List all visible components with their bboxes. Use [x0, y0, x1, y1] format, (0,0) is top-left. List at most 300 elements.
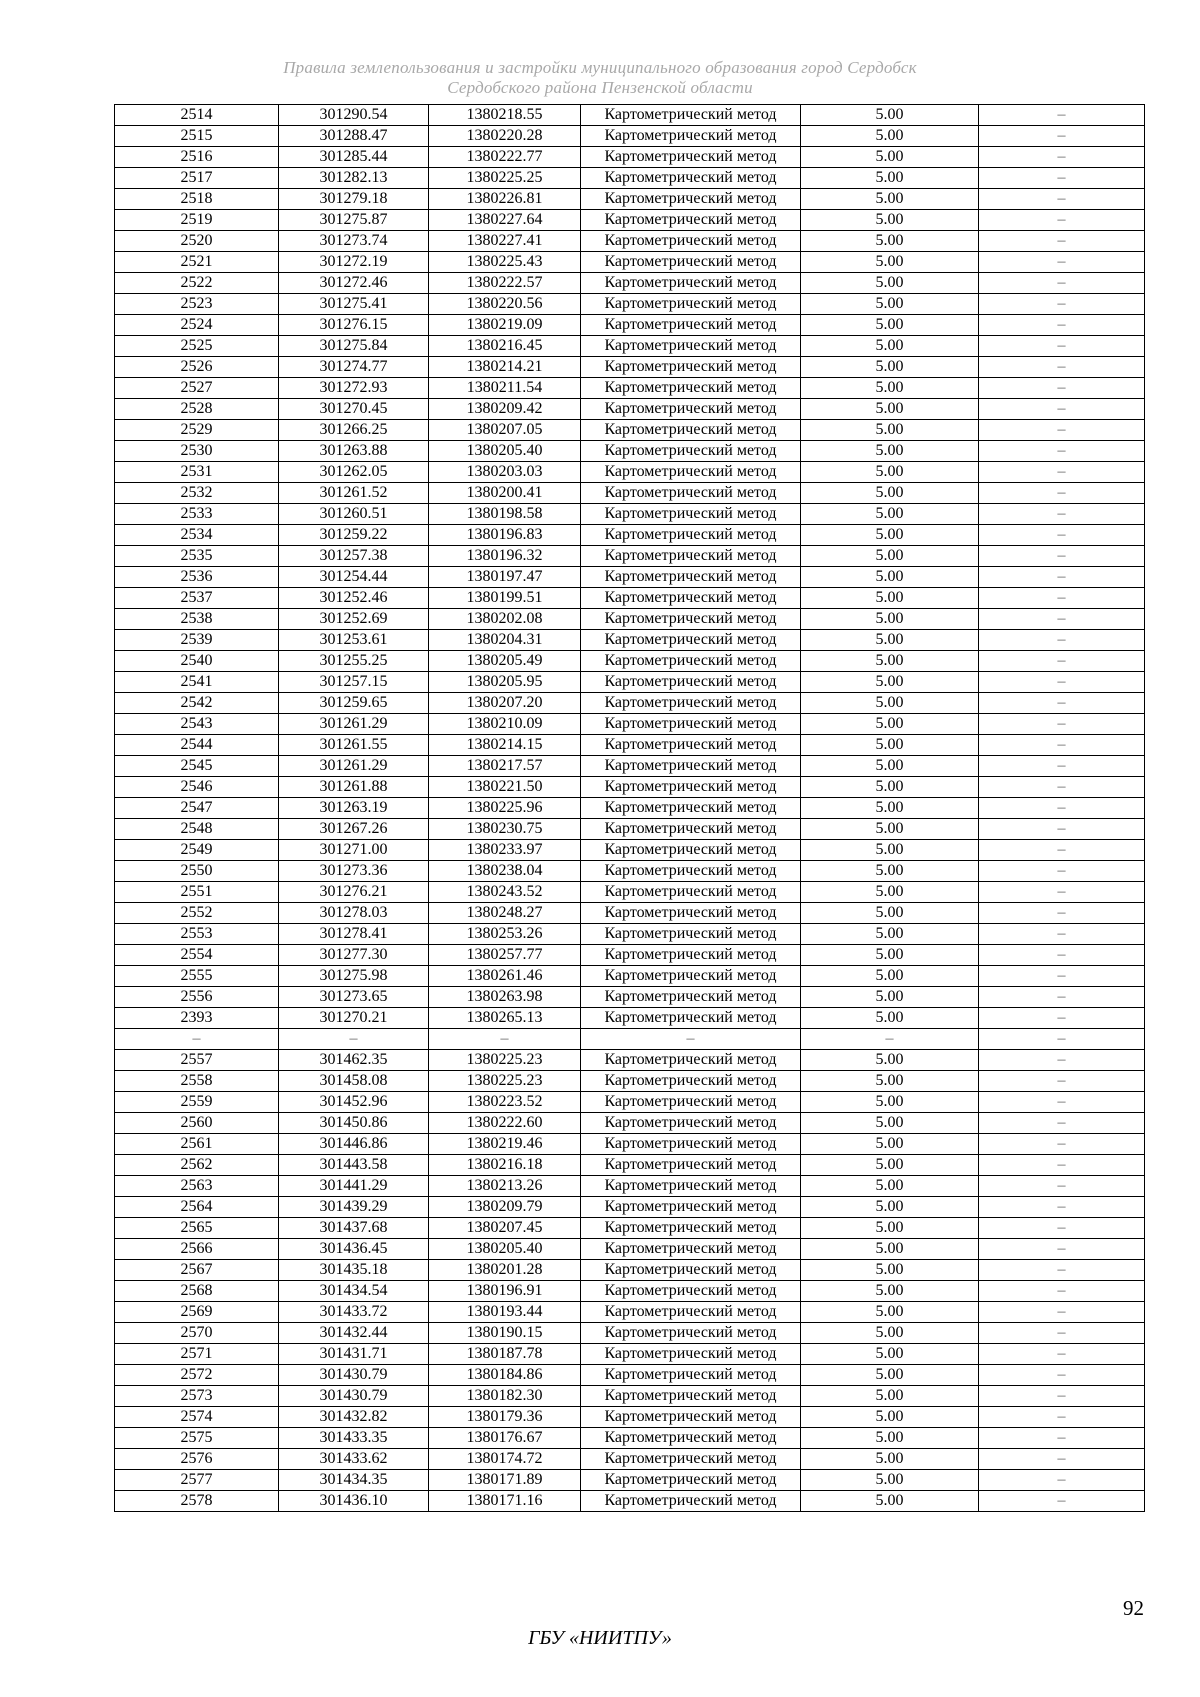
method-cell: Картометрический метод: [581, 105, 801, 126]
y-coordinate-cell: 1380222.77: [429, 147, 581, 168]
point-number-cell: 2520: [115, 231, 279, 252]
note-cell: –: [979, 1407, 1145, 1428]
table-row: [115, 861, 1145, 882]
note-cell: –: [979, 903, 1145, 924]
note-cell: –: [979, 1260, 1145, 1281]
header-line-2: Сердобского района Пензенской области: [447, 78, 753, 97]
x-coordinate-cell: 301285.44: [279, 147, 429, 168]
point-number-cell: 2521: [115, 252, 279, 273]
y-coordinate-cell: 1380197.47: [429, 567, 581, 588]
accuracy-cell: 5.00: [801, 987, 979, 1008]
accuracy-cell: 5.00: [801, 861, 979, 882]
x-coordinate-cell: 301279.18: [279, 189, 429, 210]
accuracy-cell: 5.00: [801, 588, 979, 609]
note-cell: –: [979, 1449, 1145, 1470]
y-coordinate-cell: 1380253.26: [429, 924, 581, 945]
x-coordinate-cell: 301443.58: [279, 1155, 429, 1176]
note-cell: –: [979, 126, 1145, 147]
y-coordinate-cell: 1380210.09: [429, 714, 581, 735]
table-row: [115, 840, 1145, 861]
table-row: [115, 462, 1145, 483]
accuracy-cell: 5.00: [801, 357, 979, 378]
note-cell: –: [979, 630, 1145, 651]
method-cell: Картометрический метод: [581, 966, 801, 987]
method-cell: Картометрический метод: [581, 315, 801, 336]
x-coordinate-cell: 301437.68: [279, 1218, 429, 1239]
method-cell: Картометрический метод: [581, 651, 801, 672]
accuracy-cell: 5.00: [801, 1050, 979, 1071]
point-number-cell: 2537: [115, 588, 279, 609]
accuracy-cell: 5.00: [801, 210, 979, 231]
x-coordinate-cell: 301278.03: [279, 903, 429, 924]
point-number-cell: 2541: [115, 672, 279, 693]
method-cell: Картометрический метод: [581, 1239, 801, 1260]
point-number-cell: 2545: [115, 756, 279, 777]
y-coordinate-cell: 1380179.36: [429, 1407, 581, 1428]
y-coordinate-cell: 1380226.81: [429, 189, 581, 210]
point-number-cell: 2557: [115, 1050, 279, 1071]
point-number-cell: 2558: [115, 1071, 279, 1092]
table-row: [115, 1050, 1145, 1071]
method-cell: Картометрический метод: [581, 462, 801, 483]
accuracy-cell: 5.00: [801, 294, 979, 315]
y-coordinate-cell: –: [429, 1029, 581, 1050]
y-coordinate-cell: 1380263.98: [429, 987, 581, 1008]
note-cell: –: [979, 1071, 1145, 1092]
point-number-cell: 2562: [115, 1155, 279, 1176]
x-coordinate-cell: 301261.55: [279, 735, 429, 756]
note-cell: –: [979, 756, 1145, 777]
y-coordinate-cell: 1380171.89: [429, 1470, 581, 1491]
y-coordinate-cell: 1380225.96: [429, 798, 581, 819]
method-cell: Картометрический метод: [581, 1281, 801, 1302]
accuracy-cell: 5.00: [801, 1449, 979, 1470]
table-row: [115, 672, 1145, 693]
point-number-cell: 2528: [115, 399, 279, 420]
note-cell: –: [979, 504, 1145, 525]
note-cell: –: [979, 567, 1145, 588]
method-cell: Картометрический метод: [581, 294, 801, 315]
method-cell: Картометрический метод: [581, 903, 801, 924]
point-number-cell: 2532: [115, 483, 279, 504]
method-cell: Картометрический метод: [581, 378, 801, 399]
point-number-cell: 2544: [115, 735, 279, 756]
point-number-cell: 2572: [115, 1365, 279, 1386]
table-row: [115, 252, 1145, 273]
x-coordinate-cell: 301452.96: [279, 1092, 429, 1113]
y-coordinate-cell: 1380199.51: [429, 588, 581, 609]
x-coordinate-cell: 301278.41: [279, 924, 429, 945]
note-cell: –: [979, 168, 1145, 189]
x-coordinate-cell: 301257.15: [279, 672, 429, 693]
x-coordinate-cell: 301272.93: [279, 378, 429, 399]
point-number-cell: 2530: [115, 441, 279, 462]
note-cell: –: [979, 651, 1145, 672]
accuracy-cell: 5.00: [801, 126, 979, 147]
accuracy-cell: 5.00: [801, 819, 979, 840]
y-coordinate-cell: 1380233.97: [429, 840, 581, 861]
y-coordinate-cell: 1380216.18: [429, 1155, 581, 1176]
table-row: [115, 903, 1145, 924]
point-number-cell: 2555: [115, 966, 279, 987]
y-coordinate-cell: 1380207.45: [429, 1218, 581, 1239]
x-coordinate-cell: 301272.46: [279, 273, 429, 294]
accuracy-cell: 5.00: [801, 1386, 979, 1407]
x-coordinate-cell: 301275.41: [279, 294, 429, 315]
table-row: [115, 819, 1145, 840]
x-coordinate-cell: 301434.54: [279, 1281, 429, 1302]
accuracy-cell: 5.00: [801, 1218, 979, 1239]
y-coordinate-cell: 1380227.41: [429, 231, 581, 252]
accuracy-cell: 5.00: [801, 567, 979, 588]
x-coordinate-cell: 301275.84: [279, 336, 429, 357]
note-cell: –: [979, 882, 1145, 903]
point-number-cell: 2523: [115, 294, 279, 315]
y-coordinate-cell: 1380238.04: [429, 861, 581, 882]
accuracy-cell: 5.00: [801, 735, 979, 756]
method-cell: Картометрический метод: [581, 1197, 801, 1218]
y-coordinate-cell: 1380225.25: [429, 168, 581, 189]
point-number-cell: 2531: [115, 462, 279, 483]
table-row: [115, 147, 1145, 168]
note-cell: –: [979, 1113, 1145, 1134]
coordinates-table-body: [115, 105, 1145, 1512]
coordinates-table: [114, 104, 1145, 1512]
point-number-cell: 2574: [115, 1407, 279, 1428]
method-cell: Картометрический метод: [581, 420, 801, 441]
point-number-cell: 2561: [115, 1134, 279, 1155]
accuracy-cell: 5.00: [801, 1302, 979, 1323]
table-row: [115, 273, 1145, 294]
point-number-cell: 2515: [115, 126, 279, 147]
table-row: [115, 504, 1145, 525]
x-coordinate-cell: 301450.86: [279, 1113, 429, 1134]
table-row: [115, 1260, 1145, 1281]
method-cell: Картометрический метод: [581, 126, 801, 147]
y-coordinate-cell: 1380196.83: [429, 525, 581, 546]
note-cell: –: [979, 777, 1145, 798]
point-number-cell: 2525: [115, 336, 279, 357]
table-row: [115, 945, 1145, 966]
table-row: [115, 315, 1145, 336]
accuracy-cell: 5.00: [801, 168, 979, 189]
note-cell: –: [979, 1218, 1145, 1239]
method-cell: –: [581, 1029, 801, 1050]
header-line-1: Правила землепользования и застройки муниципального образования город Сердобск: [283, 58, 917, 77]
method-cell: Картометрический метод: [581, 525, 801, 546]
accuracy-cell: 5.00: [801, 1071, 979, 1092]
x-coordinate-cell: 301276.15: [279, 315, 429, 336]
method-cell: Картометрический метод: [581, 777, 801, 798]
x-coordinate-cell: 301277.30: [279, 945, 429, 966]
accuracy-cell: 5.00: [801, 378, 979, 399]
point-number-cell: 2393: [115, 1008, 279, 1029]
y-coordinate-cell: 1380182.30: [429, 1386, 581, 1407]
point-number-cell: 2534: [115, 525, 279, 546]
y-coordinate-cell: 1380209.42: [429, 399, 581, 420]
x-coordinate-cell: 301261.29: [279, 714, 429, 735]
x-coordinate-cell: 301290.54: [279, 105, 429, 126]
table-row: [115, 1491, 1145, 1512]
note-cell: –: [979, 441, 1145, 462]
point-number-cell: 2566: [115, 1239, 279, 1260]
y-coordinate-cell: 1380265.13: [429, 1008, 581, 1029]
y-coordinate-cell: 1380217.57: [429, 756, 581, 777]
y-coordinate-cell: 1380171.16: [429, 1491, 581, 1512]
point-number-cell: 2516: [115, 147, 279, 168]
y-coordinate-cell: 1380243.52: [429, 882, 581, 903]
table-row: [115, 525, 1145, 546]
page-header: [0, 58, 1200, 98]
table-row: [115, 735, 1145, 756]
y-coordinate-cell: 1380205.49: [429, 651, 581, 672]
point-number-cell: 2563: [115, 1176, 279, 1197]
x-coordinate-cell: 301261.88: [279, 777, 429, 798]
table-row: [115, 483, 1145, 504]
method-cell: Картометрический метод: [581, 630, 801, 651]
note-cell: –: [979, 147, 1145, 168]
accuracy-cell: 5.00: [801, 252, 979, 273]
table-row: [115, 399, 1145, 420]
note-cell: –: [979, 1428, 1145, 1449]
point-number-cell: 2569: [115, 1302, 279, 1323]
note-cell: –: [979, 1302, 1145, 1323]
accuracy-cell: 5.00: [801, 882, 979, 903]
method-cell: Картометрический метод: [581, 567, 801, 588]
method-cell: Картометрический метод: [581, 1218, 801, 1239]
note-cell: –: [979, 1491, 1145, 1512]
method-cell: Картометрический метод: [581, 1344, 801, 1365]
accuracy-cell: –: [801, 1029, 979, 1050]
method-cell: Картометрический метод: [581, 735, 801, 756]
x-coordinate-cell: 301254.44: [279, 567, 429, 588]
table-row: [115, 1008, 1145, 1029]
table-row: [115, 1218, 1145, 1239]
y-coordinate-cell: 1380218.55: [429, 105, 581, 126]
point-number-cell: 2549: [115, 840, 279, 861]
table-row: [115, 1176, 1145, 1197]
point-number-cell: 2577: [115, 1470, 279, 1491]
method-cell: Картометрический метод: [581, 840, 801, 861]
method-cell: Картометрический метод: [581, 861, 801, 882]
point-number-cell: –: [115, 1029, 279, 1050]
note-cell: –: [979, 1176, 1145, 1197]
x-coordinate-cell: 301462.35: [279, 1050, 429, 1071]
point-number-cell: 2575: [115, 1428, 279, 1449]
y-coordinate-cell: 1380207.20: [429, 693, 581, 714]
y-coordinate-cell: 1380214.15: [429, 735, 581, 756]
x-coordinate-cell: 301432.82: [279, 1407, 429, 1428]
x-coordinate-cell: 301433.35: [279, 1428, 429, 1449]
table-row: [115, 966, 1145, 987]
accuracy-cell: 5.00: [801, 1260, 979, 1281]
note-cell: –: [979, 525, 1145, 546]
table-row: [115, 609, 1145, 630]
y-coordinate-cell: 1380222.60: [429, 1113, 581, 1134]
note-cell: –: [979, 945, 1145, 966]
y-coordinate-cell: 1380204.31: [429, 630, 581, 651]
method-cell: Картометрический метод: [581, 504, 801, 525]
x-coordinate-cell: 301263.19: [279, 798, 429, 819]
x-coordinate-cell: 301272.19: [279, 252, 429, 273]
x-coordinate-cell: 301435.18: [279, 1260, 429, 1281]
table-row: [115, 1323, 1145, 1344]
x-coordinate-cell: 301432.44: [279, 1323, 429, 1344]
method-cell: Картометрический метод: [581, 672, 801, 693]
x-coordinate-cell: 301259.22: [279, 525, 429, 546]
accuracy-cell: 5.00: [801, 1365, 979, 1386]
note-cell: –: [979, 1323, 1145, 1344]
x-coordinate-cell: 301276.21: [279, 882, 429, 903]
table-row: [115, 1281, 1145, 1302]
accuracy-cell: 5.00: [801, 189, 979, 210]
table-row: [115, 420, 1145, 441]
table-row: [115, 714, 1145, 735]
method-cell: Картометрический метод: [581, 588, 801, 609]
point-number-cell: 2550: [115, 861, 279, 882]
x-coordinate-cell: 301441.29: [279, 1176, 429, 1197]
x-coordinate-cell: 301261.29: [279, 756, 429, 777]
accuracy-cell: 5.00: [801, 504, 979, 525]
accuracy-cell: 5.00: [801, 1470, 979, 1491]
note-cell: –: [979, 1050, 1145, 1071]
accuracy-cell: 5.00: [801, 1113, 979, 1134]
note-cell: –: [979, 861, 1145, 882]
note-cell: –: [979, 1134, 1145, 1155]
table-row: [115, 588, 1145, 609]
table-row: [115, 294, 1145, 315]
note-cell: –: [979, 336, 1145, 357]
note-cell: –: [979, 1281, 1145, 1302]
note-cell: –: [979, 1365, 1145, 1386]
note-cell: –: [979, 399, 1145, 420]
accuracy-cell: 5.00: [801, 1197, 979, 1218]
method-cell: Картометрический метод: [581, 924, 801, 945]
x-coordinate-cell: 301263.88: [279, 441, 429, 462]
accuracy-cell: 5.00: [801, 105, 979, 126]
note-cell: –: [979, 294, 1145, 315]
table-row: [115, 1092, 1145, 1113]
accuracy-cell: 5.00: [801, 441, 979, 462]
method-cell: Картометрический метод: [581, 756, 801, 777]
table-row: [115, 1407, 1145, 1428]
y-coordinate-cell: 1380219.09: [429, 315, 581, 336]
y-coordinate-cell: 1380225.23: [429, 1050, 581, 1071]
table-row: [115, 1470, 1145, 1491]
y-coordinate-cell: 1380190.15: [429, 1323, 581, 1344]
note-cell: –: [979, 462, 1145, 483]
page-number: 92: [1123, 1596, 1144, 1620]
x-coordinate-cell: –: [279, 1029, 429, 1050]
point-number-cell: 2529: [115, 420, 279, 441]
method-cell: Картометрический метод: [581, 546, 801, 567]
method-cell: Картометрический метод: [581, 1134, 801, 1155]
note-cell: –: [979, 420, 1145, 441]
note-cell: –: [979, 840, 1145, 861]
table-row: [115, 336, 1145, 357]
table-row: [115, 441, 1145, 462]
note-cell: –: [979, 714, 1145, 735]
table-row: [115, 1344, 1145, 1365]
method-cell: Картометрический метод: [581, 441, 801, 462]
x-coordinate-cell: 301431.71: [279, 1344, 429, 1365]
point-number-cell: 2565: [115, 1218, 279, 1239]
y-coordinate-cell: 1380261.46: [429, 966, 581, 987]
method-cell: Картометрический метод: [581, 1428, 801, 1449]
y-coordinate-cell: 1380214.21: [429, 357, 581, 378]
x-coordinate-cell: 301430.79: [279, 1386, 429, 1407]
point-number-cell: 2519: [115, 210, 279, 231]
x-coordinate-cell: 301436.45: [279, 1239, 429, 1260]
accuracy-cell: 5.00: [801, 1155, 979, 1176]
table-row: [115, 1155, 1145, 1176]
note-cell: –: [979, 1197, 1145, 1218]
y-coordinate-cell: 1380211.54: [429, 378, 581, 399]
point-number-cell: 2517: [115, 168, 279, 189]
note-cell: –: [979, 1386, 1145, 1407]
method-cell: Картометрический метод: [581, 1407, 801, 1428]
accuracy-cell: 5.00: [801, 147, 979, 168]
y-coordinate-cell: 1380200.41: [429, 483, 581, 504]
x-coordinate-cell: 301288.47: [279, 126, 429, 147]
accuracy-cell: 5.00: [801, 1008, 979, 1029]
x-coordinate-cell: 301259.65: [279, 693, 429, 714]
y-coordinate-cell: 1380207.05: [429, 420, 581, 441]
method-cell: Картометрический метод: [581, 231, 801, 252]
accuracy-cell: 5.00: [801, 651, 979, 672]
table-row: [115, 231, 1145, 252]
method-cell: Картометрический метод: [581, 357, 801, 378]
note-cell: –: [979, 924, 1145, 945]
x-coordinate-cell: 301261.52: [279, 483, 429, 504]
method-cell: Картометрический метод: [581, 1113, 801, 1134]
method-cell: Картометрический метод: [581, 1155, 801, 1176]
method-cell: Картометрический метод: [581, 399, 801, 420]
accuracy-cell: 5.00: [801, 273, 979, 294]
table-row: [115, 126, 1145, 147]
point-number-cell: 2573: [115, 1386, 279, 1407]
point-number-cell: 2522: [115, 273, 279, 294]
note-cell: –: [979, 588, 1145, 609]
method-cell: Картометрический метод: [581, 210, 801, 231]
method-cell: Картометрический метод: [581, 1008, 801, 1029]
x-coordinate-cell: 301282.13: [279, 168, 429, 189]
y-coordinate-cell: 1380213.26: [429, 1176, 581, 1197]
table-row: [115, 1386, 1145, 1407]
x-coordinate-cell: 301255.25: [279, 651, 429, 672]
x-coordinate-cell: 301266.25: [279, 420, 429, 441]
y-coordinate-cell: 1380222.57: [429, 273, 581, 294]
y-coordinate-cell: 1380187.78: [429, 1344, 581, 1365]
x-coordinate-cell: 301270.45: [279, 399, 429, 420]
accuracy-cell: 5.00: [801, 483, 979, 504]
method-cell: Картометрический метод: [581, 693, 801, 714]
x-coordinate-cell: 301273.65: [279, 987, 429, 1008]
method-cell: Картометрический метод: [581, 168, 801, 189]
x-coordinate-cell: 301274.77: [279, 357, 429, 378]
note-cell: –: [979, 1239, 1145, 1260]
table-row: [115, 987, 1145, 1008]
method-cell: Картометрический метод: [581, 189, 801, 210]
y-coordinate-cell: 1380174.72: [429, 1449, 581, 1470]
point-number-cell: 2552: [115, 903, 279, 924]
point-number-cell: 2546: [115, 777, 279, 798]
table-row: [115, 168, 1145, 189]
table-row: [115, 105, 1145, 126]
accuracy-cell: 5.00: [801, 1092, 979, 1113]
y-coordinate-cell: 1380202.08: [429, 609, 581, 630]
table-row: [115, 1197, 1145, 1218]
